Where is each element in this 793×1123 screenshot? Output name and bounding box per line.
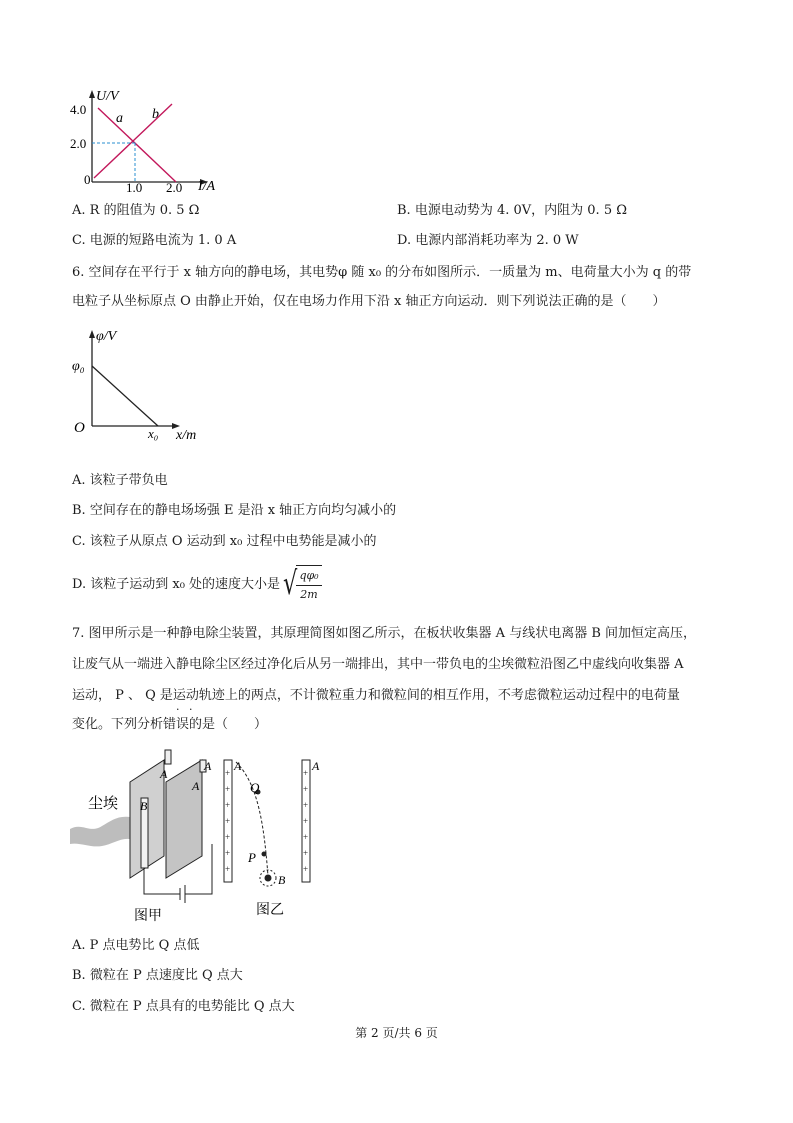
q6-origin: O xyxy=(74,420,85,436)
q7-fig-jia-label-b: B xyxy=(140,799,148,813)
q7-caption-yi: 图乙 xyxy=(256,903,284,918)
q5-option-a: A. R 的阻值为 0. 5 Ω xyxy=(72,203,200,218)
q7-label-q: Q xyxy=(250,780,260,795)
q5-ui-graph xyxy=(60,82,230,194)
q5-option-b: B. 电源电动势为 4. 0V，内阻为 0. 5 Ω xyxy=(397,203,627,218)
q7-label-p: P xyxy=(248,850,256,865)
q7-plus-r1: + xyxy=(303,768,309,778)
q5-option-c: C. 电源的短路电流为 1. 0 A xyxy=(72,233,237,248)
q6-option-d-numerator: qφ₀ xyxy=(296,567,321,586)
q6-potential-graph xyxy=(68,322,218,448)
q5-option-d: D. 电源内部消耗功率为 2. 0 W xyxy=(397,233,579,248)
q6-option-d xyxy=(72,565,322,604)
q6-option-b: B. 空间存在的静电场场强 E 是沿 x 轴正方向均匀减小的 xyxy=(72,503,397,518)
q7-plus-l1: + xyxy=(225,768,231,778)
q7-plus-l6: + xyxy=(225,848,231,858)
q6-x-axis-label: x/m xyxy=(176,428,197,443)
q6-stem-line1: 6. 空间存在平行于 x 轴方向的静电场，其电势φ 随 x₀ 的分布如图所示．一质量为 m、电荷量大小为 q 的带 xyxy=(72,265,692,280)
q7-stem-line3: 运动， P 、 Q 是运动轨迹上的两点，不计微粒重力和微粒间的相互作用，不考虑微粒运动过程中的电荷量 xyxy=(72,688,680,703)
q5-x-axis-label: I/A xyxy=(198,179,216,194)
q7-option-a: A. P 点电势比 Q 点低 xyxy=(72,938,200,953)
q6-y-axis-label: φ/V xyxy=(96,329,117,344)
q5-x-tick-2: 2.0 xyxy=(166,180,183,194)
q7-plus-r4: + xyxy=(303,816,309,826)
q6-option-d-prefix: D. 该粒子运动到 x₀ 处的速度大小是 xyxy=(72,576,281,592)
q7-plus-r3: + xyxy=(303,800,309,810)
q7-plus-l5: + xyxy=(225,832,231,842)
q7-fig-yi-label-a1: A xyxy=(234,759,242,773)
q7-stem-line2: 让废气从一端进入静电除尘区经过净化后从另一端排出，其中一带负电的尘埃微粒沿图乙中虚线向收集器 A xyxy=(72,657,684,672)
q6-stem-line2: 电粒子从坐标原点 O 由静止开始，仅在电场力作用下沿 x 轴正方向运动．则下列说法正确的是（ ） xyxy=(72,294,666,309)
q6-phi0-label: φ₀ xyxy=(72,359,85,374)
q6-option-c: C. 该粒子从原点 O 运动到 x₀ 过程中电势能是减小的 xyxy=(72,534,377,549)
q5-x-tick-1: 1.0 xyxy=(126,180,143,194)
q5-line-a-label: a xyxy=(116,111,123,126)
q7-fig-jia-label-a2: A xyxy=(192,779,200,793)
q7-emphasis-dots: · · xyxy=(176,703,196,716)
q7-stem-line4: 变化。下列分析错误的是（ ） xyxy=(72,717,268,732)
q7-fig-jia-label-a1: A xyxy=(160,767,168,781)
q6-option-d-denominator: 2m xyxy=(300,588,318,601)
q7-plus-l7: + xyxy=(225,864,231,874)
q5-line-b-label: b xyxy=(152,107,159,122)
q5-y-axis-label: U/V xyxy=(96,89,119,104)
q7-caption-jia: 图甲 xyxy=(134,909,162,924)
q6-option-a: A. 该粒子带负电 xyxy=(72,473,168,488)
q7-plus-r7: + xyxy=(303,864,309,874)
q5-y-tick-4: 4.0 xyxy=(70,102,87,117)
q7-plus-r6: + xyxy=(303,848,309,858)
q7-plus-l4: + xyxy=(225,816,231,826)
q6-option-d-sqrt: √ $\frac{\text{qφ₀}}{2m}$ xyxy=(280,565,322,604)
q5-origin: 0 xyxy=(84,172,91,187)
q7-fig-yi-label-b: B xyxy=(278,873,286,887)
q7-plus-l2: + xyxy=(225,784,231,794)
q6-x0-label: x₀ xyxy=(148,426,159,441)
q7-option-b: B. 微粒在 P 点速度比 Q 点大 xyxy=(72,968,243,983)
q7-plus-r5: + xyxy=(303,832,309,842)
page-footer: 第 2 页/共 6 页 xyxy=(355,1026,438,1040)
q7-plus-l3: + xyxy=(225,800,231,810)
q7-figure xyxy=(68,744,330,926)
q7-fig-jia-label-a3: A xyxy=(204,759,212,773)
q7-plus-r2: + xyxy=(303,784,309,794)
q5-y-tick-2: 2.0 xyxy=(70,136,87,151)
q7-fig-yi-label-a2: A xyxy=(312,759,320,773)
q7-option-c: C. 微粒在 P 点具有的电势能比 Q 点大 xyxy=(72,999,295,1014)
q7-stem-line1: 7. 图甲所示是一种静电除尘装置，其原理简图如图乙所示，在板状收集器 A 与线状电离器 B 间加恒定高压， xyxy=(72,626,697,641)
q7-dust-label: 尘埃 xyxy=(88,796,119,812)
